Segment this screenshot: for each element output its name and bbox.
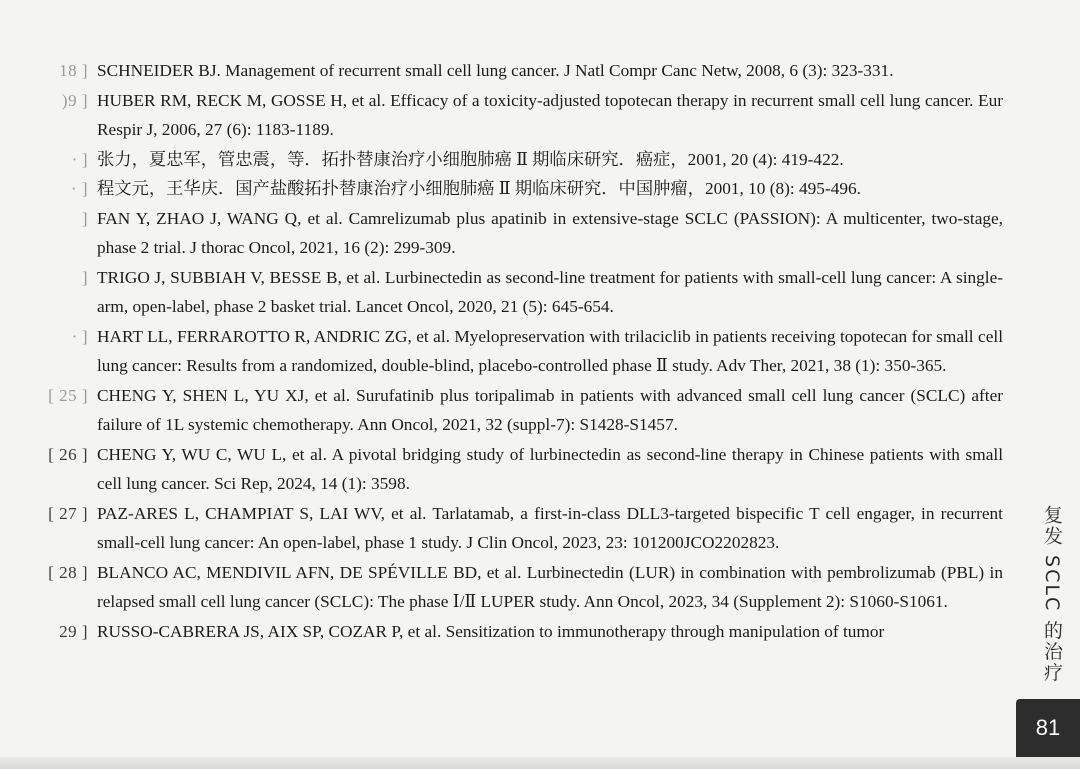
reference-number: [ 25 ]: [48, 385, 88, 405]
reference-text: RUSSO-CABRERA JS, AIX SP, COZAR P, et al. Sensitization to immunotherapy through manipulation of tumor: [97, 621, 885, 641]
reference-list: [0, 56, 1010, 646]
reference-number: 18 ]: [59, 61, 88, 80]
chapter-side-title: 复发 SCLC 的治疗: [1041, 505, 1063, 684]
reference-item: [0, 322, 1010, 381]
reference-text: 张力，夏忠军，管忠震，等．拓扑替康治疗小细胞肺癌 Ⅱ 期临床研究．癌症，2001, 20 (4): 419-422.: [97, 149, 844, 169]
reference-item: [0, 174, 1010, 204]
reference-number: [ 28 ]: [48, 562, 88, 582]
reference-item: [0, 499, 1010, 558]
reference-number: ]: [81, 267, 88, 287]
reference-number: [ 27 ]: [48, 503, 88, 523]
reference-text: HUBER RM, RECK M, GOSSE H, et al. Efficacy of a toxicity-adjusted topotecan therapy in recurrent small cell lung cancer. Eur Respir J, 2006, 27 (6): 1183-1189.: [97, 90, 1003, 139]
reference-text: SCHNEIDER BJ. Management of recurrent small cell lung cancer. J Natl Compr Canc Netw, 2008, 6 (3): 323-331.: [97, 61, 894, 80]
reference-item: [0, 56, 1010, 86]
reference-item: [0, 145, 1010, 175]
reference-number: ∙ ]: [72, 149, 88, 169]
reference-text: FAN Y, ZHAO J, WANG Q, et al. Camrelizumab plus apatinib in extensive-stage SCLC (PASSION): A multicenter, two-stage, phase 2 trial. J thorac Oncol, 2021, 16 (2): 299-309.: [97, 208, 1003, 257]
reference-number: )9 ]: [61, 90, 88, 110]
reference-number: · ]: [70, 179, 88, 198]
page-number-tab: [1016, 699, 1080, 757]
reference-number: 29 ]: [59, 621, 88, 641]
reference-number: [ 26 ]: [48, 444, 88, 464]
reference-text: BLANCO AC, MENDIVIL AFN, DE SPÉVILLE BD, et al. Lurbinectedin (LUR) in combination with pembrolizumab (PBL) in relapsed small cell lung cancer (SCLC): The phase Ⅰ/Ⅱ LUPER study. Ann Oncol, 2023, 34 (Supplement 2): S1060-S1061.: [97, 562, 1003, 611]
page-bottom-edge: [0, 757, 1080, 769]
reference-text: 程文元，王华庆．国产盐酸拓扑替康治疗小细胞肺癌 Ⅱ 期临床研究．中国肿瘤，2001, 10 (8): 495-496.: [97, 179, 861, 198]
reference-item: [0, 204, 1010, 263]
reference-item: [0, 381, 1010, 440]
reference-item: [0, 558, 1010, 617]
reference-text: CHENG Y, SHEN L, YU XJ, et al. Surufatinib plus toripalimab in patients with advanced small cell lung cancer (SCLC) after failure of 1L systemic chemotherapy. Ann Oncol, 2021, 32 (suppl-7): S1428-S1457.: [97, 385, 1003, 434]
reference-item: [0, 86, 1010, 145]
reference-item: [0, 263, 1010, 322]
reference-text: CHENG Y, WU C, WU L, et al. A pivotal bridging study of lurbinectedin as second-line therapy in Chinese patients with small cell lung cancer. Sci Rep, 2024, 14 (1): 3598.: [97, 444, 1003, 493]
page-number: 81: [1035, 715, 1061, 740]
reference-text: HART LL, FERRAROTTO R, ANDRIC ZG, et al. Myelopreservation with trilaciclib in patients receiving topotecan for small cell lung cancer: Results from a randomized, double-blind, placebo-controlled phase Ⅱ study. Adv Ther, 2021, 38 (1): 350-365.: [97, 326, 1003, 375]
reference-item: [0, 617, 1010, 647]
reference-number: ]: [81, 208, 88, 228]
reference-item: [0, 440, 1010, 499]
reference-text: TRIGO J, SUBBIAH V, BESSE B, et al. Lurbinectedin as second-line treatment for patients with small-cell lung cancer: A single-arm, open-label, phase 2 basket trial. Lancet Oncol, 2020, 21 (5): 645-654.: [97, 267, 1003, 316]
reference-number: ∙ ]: [72, 326, 88, 346]
reference-text: PAZ-ARES L, CHAMPIAT S, LAI WV, et al. Tarlatamab, a first-in-class DLL3-targeted bispecific T cell engager, in recurrent small-cell lung cancer: An open-label, phase 1 study. J Clin Oncol, 2023, 23: 101200JCO2202823.: [97, 503, 1003, 552]
